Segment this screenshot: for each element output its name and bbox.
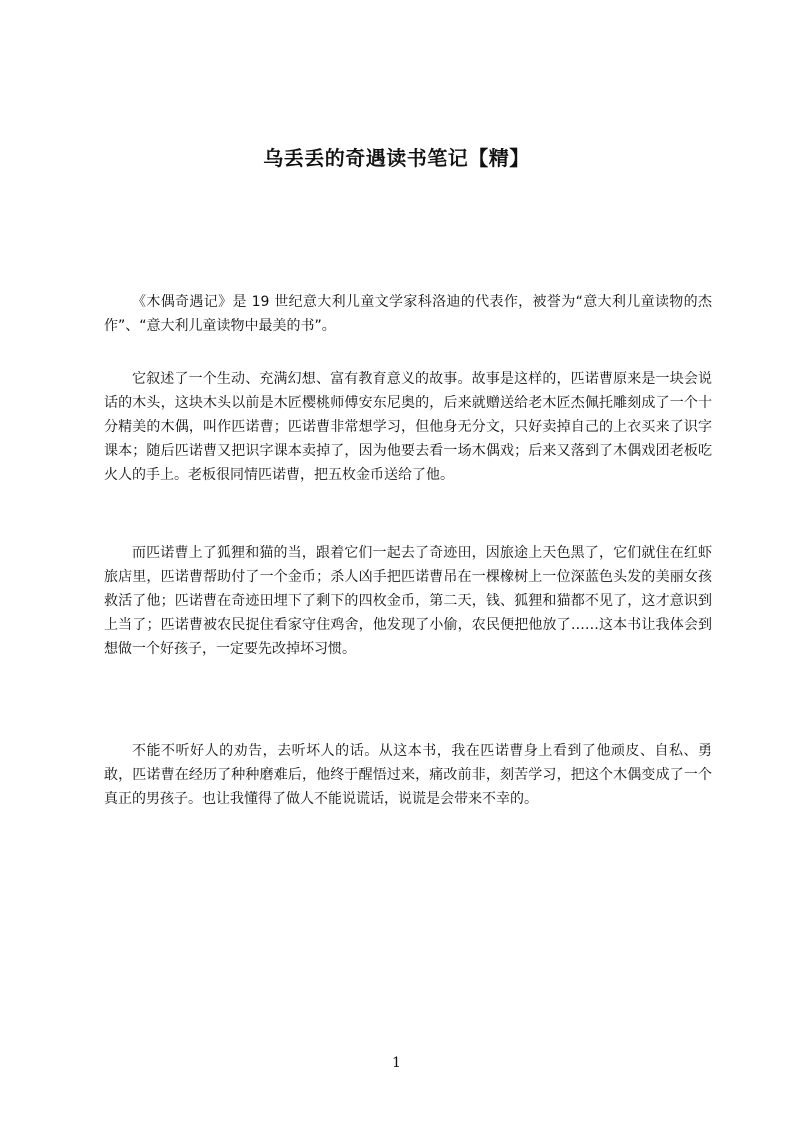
paragraph-story-summary: 它叙述了一个生动、充满幻想、富有教育意义的故事。故事是这样的，匹诺曹原来是一块会说话的木头，这块木头以前是木匠樱桃师傅安东尼奥的，后来就赠送给老木匠杰佩托雕刻成了一个十分精美的木偶，叫作匹诺曹；匹诺曹非常想学习，但他身无分文，只好卖掉自己的上衣买来了识字课本；随后匹诺曹又把识字课本卖掉了，因为他要去看一场木偶戏；后来又落到了木偶戏团老板吃火人的手上。老板很同情匹诺曹，把五枚金币送给了他。 bbox=[104, 371, 712, 483]
page-number: 1 bbox=[392, 1055, 401, 1071]
paragraph-adventures: 而匹诺曹上了狐狸和猫的当，跟着它们一起去了奇迹田，因旅途上天色黑了，它们就住在红虾旅店里，匹诺曹帮助付了一个金币；杀人凶手把匹诺曹吊在一棵橡树上一位深蓝色头发的美丽女孩救活了他；匹诺曹在奇迹田埋下了剩下的四枚金币，第二天，钱、狐狸和猫都不见了，这才意识到上当了；匹诺曹被农民捉住看家守住鸡舍，他发现了小偷，农民便把他放了……这本书让我体会到想做一个好孩子，一定要先改掉坏习惯。 bbox=[104, 545, 712, 657]
paragraph-reflection: 不能不听好人的劝告，去听坏人的话。从这本书，我在匹诺曹身上看到了他顽皮、自私、勇敢，匹诺曹在经历了种种磨难后，他终于醒悟过来，痛改前非，刻苦学习，把这个木偶变成了一个真正的男孩子。也让我懂得了做人不能说谎话，说谎是会带来不幸的。 bbox=[104, 743, 712, 807]
paragraph-introduction: 《木偶奇遇记》是 19 世纪意大利儿童文学家科洛迪的代表作，被誉为“意大利儿童读物的杰作”、“意大利儿童读物中最美的书”。 bbox=[104, 294, 712, 334]
document-title: 乌丢丢的奇遇读书笔记【精】 bbox=[263, 146, 530, 170]
